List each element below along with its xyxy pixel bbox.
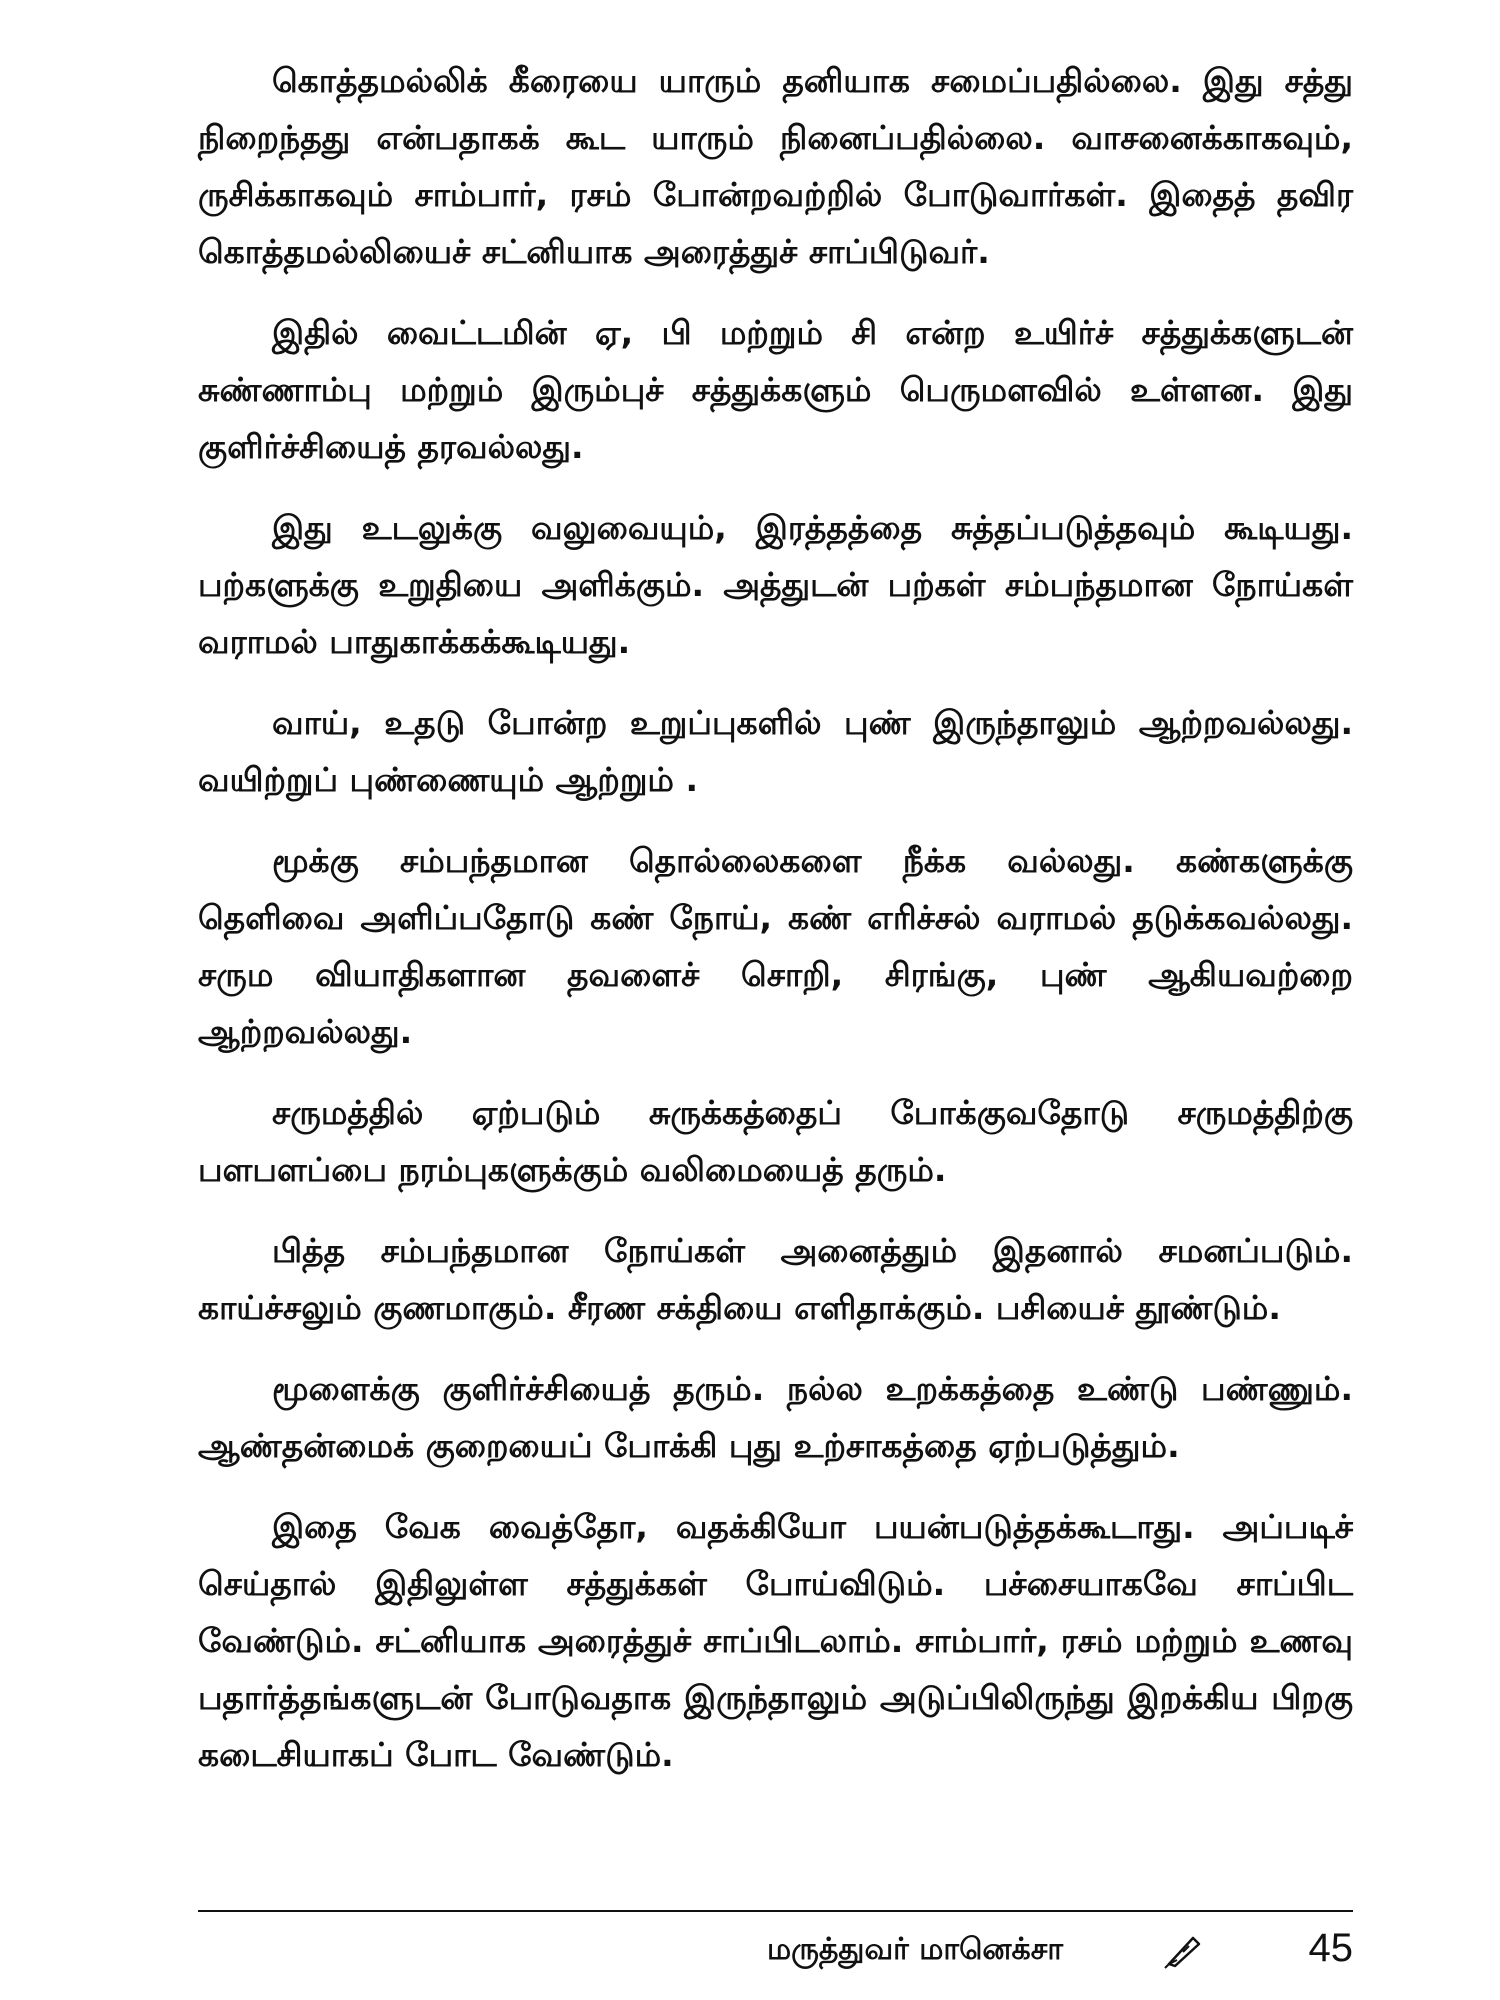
paragraph-8: மூளைக்கு குளிர்ச்சியைத் தரும். நல்ல உறக்கத்தை உண்டு பண்ணும். ஆண்தன்மைக் குறையைப் போக்கி புது உற்சாகத்தை ஏற்படுத்தும்.	[198, 1369, 1353, 1465]
paragraph-4: வாய், உதடு போன்ற உறுப்புகளில் புண் இருந்தாலும் ஆற்றவல்லது. வயிற்றுப் புண்ணையும் ஆற்றும் .	[198, 703, 1353, 799]
page-footer	[198, 1922, 1353, 1978]
pen-nib-icon	[1163, 1930, 1203, 1970]
paragraph-6: சருமத்தில் ஏற்படும் சுருக்கத்தைப் போக்குவதோடு சருமத்திற்கு பளபளப்பை நரம்புகளுக்கும் வலிமையைத் தரும்.	[198, 1093, 1353, 1189]
text-body	[198, 52, 1353, 1807]
footer-author: மருத்துவர் மானெக்சா	[766, 1932, 1063, 1967]
paragraph-2: இதில் வைட்டமின் ஏ, பி மற்றும் சி என்ற உயிர்ச் சத்துக்களுடன் சுண்ணாம்பு மற்றும் இரும்புச் சத்துக்களும் பெருமளவில் உள்ளன. இது குளிர்ச்சியைத் தரவல்லது.	[198, 313, 1353, 466]
paragraph-5: மூக்கு சம்பந்தமான தொல்லைகளை நீக்க வல்லது. கண்களுக்கு தெளிவை அளிப்பதோடு கண் நோய், கண் எரிச்சல் வராமல் தடுக்கவல்லது. சரும வியாதிகளான தவளைச் சொறி, சிரங்கு, புண் ஆகியவற்றை ஆற்றவல்லது.	[198, 841, 1353, 1051]
paragraph-9: இதை வேக வைத்தோ, வதக்கியோ பயன்படுத்தக்கூடாது. அப்படிச் செய்தால் இதிலுள்ள சத்துக்கள் போய்விடும். பச்சையாகவே சாப்பிட வேண்டும். சட்னியாக அரைத்துச் சாப்பிடலாம். சாம்பார், ரசம் மற்றும் உணவு பதார்த்தங்களுடன் போடுவதாக இருந்தாலும் அடுப்பிலிருந்து இறக்கிய பிறகு கடைசியாகப் போட வேண்டும்.	[198, 1507, 1353, 1774]
paragraph-3: இது உடலுக்கு வலுவையும், இரத்தத்தை சுத்தப்படுத்தவும் கூடியது. பற்களுக்கு உறுதியை அளிக்கும். அத்துடன் பற்கள் சம்பந்தமான நோய்கள் வராமல் பாதுகாக்கக்கூடியது.	[198, 508, 1353, 661]
paragraph-1: கொத்தமல்லிக் கீரையை யாரும் தனியாக சமைப்பதில்லை. இது சத்து நிறைந்தது என்பதாகக் கூட யாரும் நினைப்பதில்லை. வாசனைக்காகவும், ருசிக்காகவும் சாம்பார், ரசம் போன்றவற்றில் போடுவார்கள். இதைத் தவிர கொத்தமல்லியைச் சட்னியாக அரைத்துச் சாப்பிடுவர்.	[198, 61, 1353, 271]
footer-divider	[198, 1910, 1353, 1912]
page-number: 45	[1308, 1926, 1353, 1970]
paragraph-7: பித்த சம்பந்தமான நோய்கள் அனைத்தும் இதனால் சமனப்படும். காய்ச்சலும் குணமாகும். சீரண சக்தியை எளிதாக்கும். பசியைச் தூண்டும்.	[198, 1231, 1353, 1327]
